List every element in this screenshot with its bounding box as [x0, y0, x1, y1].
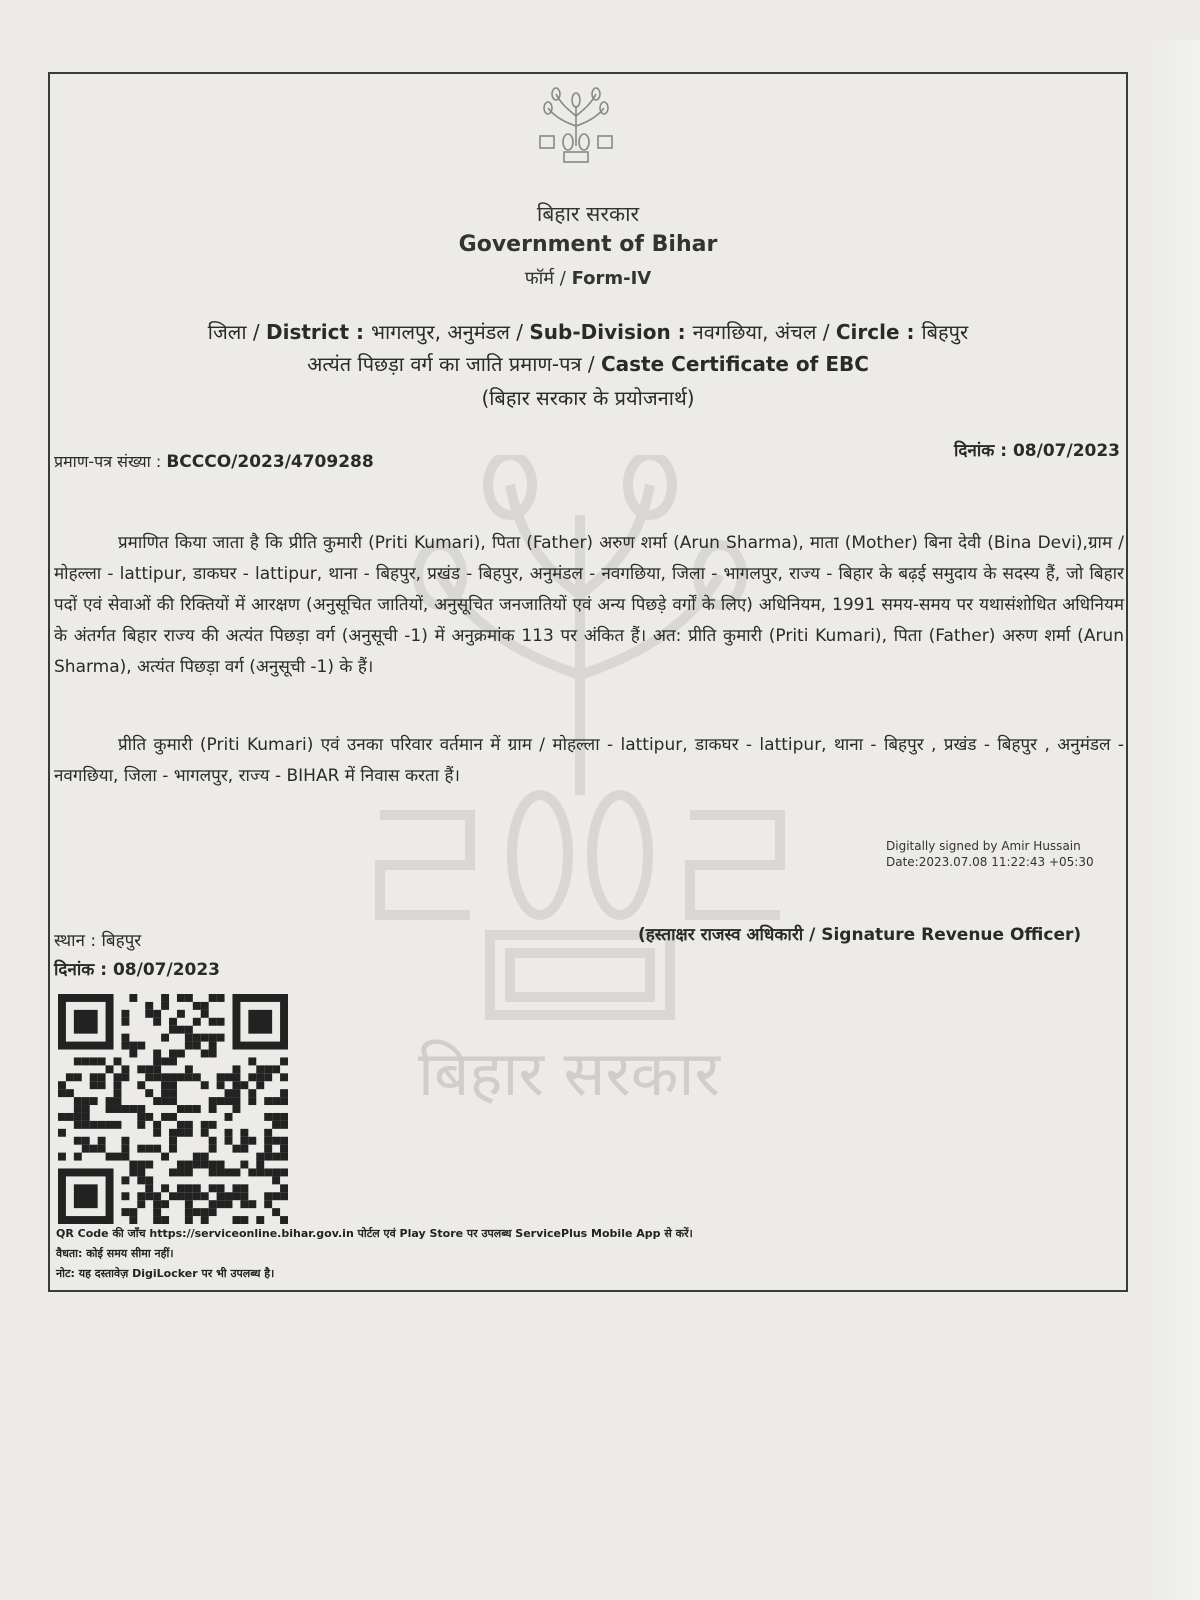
circle-value: बिहपुर	[921, 320, 969, 344]
paper-edge	[1150, 40, 1200, 1600]
state-name-hindi: बिहार सरकार	[536, 202, 640, 226]
subdivision-label-hindi: अनुमंडल /	[447, 320, 530, 344]
form-label-hindi: फॉर्म /	[524, 268, 566, 289]
bihar-emblem-icon	[536, 86, 616, 172]
qr-code-icon	[58, 994, 288, 1224]
circle-label-hindi: अंचल /	[774, 320, 836, 344]
district-label: District :	[266, 320, 371, 344]
certificate-title-hindi: अत्यंत पिछड़ा वर्ग का जाति प्रमाण-पत्र /	[307, 352, 601, 376]
certificate-number-value: BCCCO/2023/4709288	[166, 452, 374, 472]
district-value: भागलपुर,	[370, 320, 448, 344]
certificate-purpose: (बिहार सरकार के प्रयोजनार्थ)	[481, 386, 695, 410]
validity-note: वैधता: कोई समय सीमा नहीं।	[56, 1247, 174, 1260]
issue-date-label: दिनांक :	[954, 441, 1013, 461]
issue-date-value: 08/07/2023	[1012, 441, 1121, 461]
digital-signature-signer: Digitally signed by Amir Hussain	[886, 839, 1081, 853]
digital-signature-date: Date:2023.07.08 11:22:43 +05:30	[886, 855, 1094, 869]
district-label-hindi: जिला /	[207, 320, 266, 344]
place-date-block	[54, 928, 220, 980]
certificate-title	[48, 350, 1128, 377]
certificate-title-english: Caste Certificate of EBC	[600, 352, 869, 376]
circle-label: Circle :	[835, 320, 922, 344]
place-label: स्थान : बिहपुर	[54, 931, 142, 951]
certificate-number	[54, 450, 374, 472]
digilocker-note: नोट: यह दस्तावेज़ DigiLocker पर भी उपलब्ध है।	[56, 1267, 275, 1280]
state-name-english: Government of Bihar	[458, 232, 718, 257]
issue-date	[954, 438, 1120, 461]
subdivision-label: Sub-Division :	[529, 320, 693, 344]
jurisdiction-line	[48, 318, 1128, 345]
residence-paragraph: प्रीति कुमारी (Priti Kumari) एवं उनका परिवार वर्तमान में ग्राम / मोहल्ला - lattipur, डाकघर - lattipur, थाना - बिहपुर , प्रखंड - बिहपुर , अनुमंडल - नवगछिया, जिला - भागलपुर, राज्य - BIHAR में निवास करता हैं।	[54, 735, 1124, 786]
signature-officer-label: (हस्ताक्षर राजस्व अधिकारी / Signature Revenue Officer)	[638, 925, 1082, 945]
digital-signature	[886, 838, 1094, 870]
form-label-english: Form-IV	[571, 268, 652, 289]
certificate-body-paragraph: प्रमाणित किया जाता है कि प्रीति कुमारी (Priti Kumari), पिता (Father) अरुण शर्मा (Arun Sharma), माता (Mother) बिना देवी (Bina Devi),ग्राम / मोहल्ला - lattipur, डाकघर - lattipur, थाना - बिहपुर, प्रखंड - बिहपुर, अनुमंडल - नवगछिया, जिला - भागलपुर, राज्य - बिहार के बढ़ई समुदाय के सदस्य हैं, जो बिहार पदों एवं सेवाओं की रिक्तियों में आरक्षण (अनुसूचित जातियों, अनुसूचित जनजातियों एवं अन्य पिछड़े वर्गों के लिए) अधिनियम, 1991 समय-समय पर यथासंशोधित अधिनियम के अंतर्गत बिहार राज्य की अत्यंत पिछड़ा वर्ग (अनुसूची -1) में अनुक्रमांक 113 पर अंकित हैं। अत: प्रीति कुमारी (Priti Kumari), पिता (Father) अरुण शर्मा (Arun Sharma), अत्यंत पिछड़ा वर्ग (अनुसूची -1) के हैं।	[54, 533, 1124, 677]
qr-verification-note: QR Code की जाँच https://serviceonline.bihar.gov.in पोर्टल एवं Play Store पर उपलब्ध ServicePlus Mobile App से करें।	[56, 1227, 693, 1240]
certificate-number-label: प्रमाण-पत्र संख्या :	[54, 452, 167, 471]
subdivision-value: नवगछिया,	[692, 320, 775, 344]
place-date-label: दिनांक : 08/07/2023	[54, 960, 221, 980]
watermark-text: बिहार सरकार	[418, 1037, 720, 1110]
form-label	[48, 266, 1128, 290]
